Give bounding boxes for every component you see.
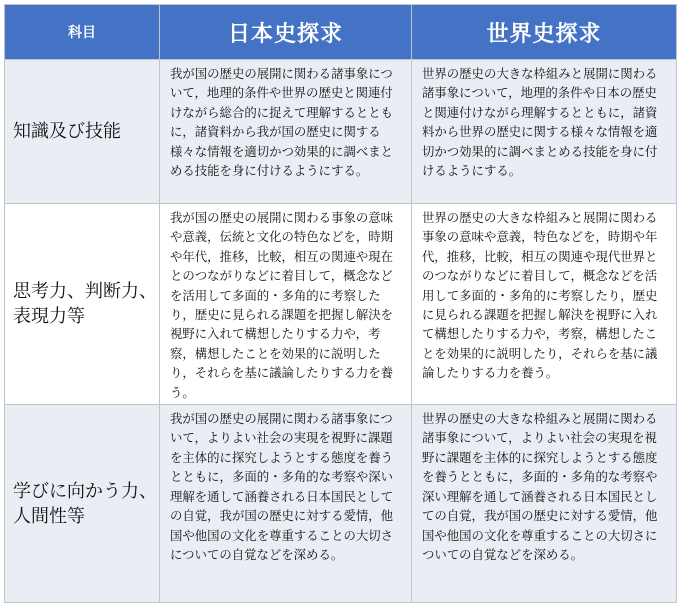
table-row — [5, 204, 677, 405]
table-row — [5, 60, 677, 204]
table-row — [5, 405, 677, 603]
header-row — [5, 5, 677, 60]
cell-world-history: 世界の歴史の大きな枠組みと展開に関わる諸事象について，地理的条件や日本の歴史と関連付けながら理解するとともに，諸資料から世界の歴史に関する様々な情報を適切かつ効果的に調べまとめる技能を身に付けるようにする。 — [412, 60, 677, 204]
comparison-table — [4, 4, 677, 603]
cell-japanese-history: 我が国の歴史の展開に関わる諸事象について，地理的条件や世界の歴史と関連付けながら総合的に捉えて理解するとともに，諸資料から我が国の歴史に関する様々な情報を適切かつ効果的に調べまとめる技能を身に付けるようにする。 — [160, 60, 412, 204]
header-world-history: 世界史探求 — [412, 5, 677, 60]
row-label-attitude-humanity: 学びに向かう力、人間性等 — [5, 405, 160, 603]
row-label-thinking-judgment-expression: 思考力、判断力、表現力等 — [5, 204, 160, 405]
cell-world-history: 世界の歴史の大きな枠組みと展開に関わる事象の意味や意義，特色などを，時期や年代，推移，比較，相互の関連や現代世界とのつながりなどに着目して，概念などを活用して多面的・多角的に考察したり，歴史に見られる課題を把握し解決を視野に入れて構想したりする力や，考察，構想したことを効果的に説明したり，それらを基に議論したりする力を養う。 — [412, 204, 677, 405]
header-subject: 科目 — [5, 5, 160, 60]
row-label-knowledge-skills: 知識及び技能 — [5, 60, 160, 204]
header-japanese-history: 日本史探求 — [160, 5, 412, 60]
cell-japanese-history: 我が国の歴史の展開に関わる事象の意味や意義，伝統と文化の特色などを，時期や年代，推移，比較，相互の関連や現在とのつながりなどに着目して，概念などを活用して多面的・多角的に考察したり，歴史に見られる課題を把握し解決を視野に入れて構想したりする力や，考察，構想したことを効果的に説明したり，それらを基に議論したりする力を養う。 — [160, 204, 412, 405]
cell-world-history: 世界の歴史の大きな枠組みと展開に関わる諸事象について，よりよい社会の実現を視野に課題を主体的に探究しようとする態度を養うとともに，多面的・多角的な考察や深い理解を通して涵養される日本国民としての自覚，我が国の歴史に対する愛情，他国や他国の文化を尊重することの大切さについての自覚などを深める。 — [412, 405, 677, 603]
cell-japanese-history: 我が国の歴史の展開に関わる諸事象について，よりよい社会の実現を視野に課題を主体的に探究しようとする態度を養うとともに，多面的・多角的な考察や深い理解を通して涵養される日本国民としての自覚，我が国の歴史に対する愛情，他国や他国の文化を尊重することの大切さについての自覚などを深める。 — [160, 405, 412, 603]
